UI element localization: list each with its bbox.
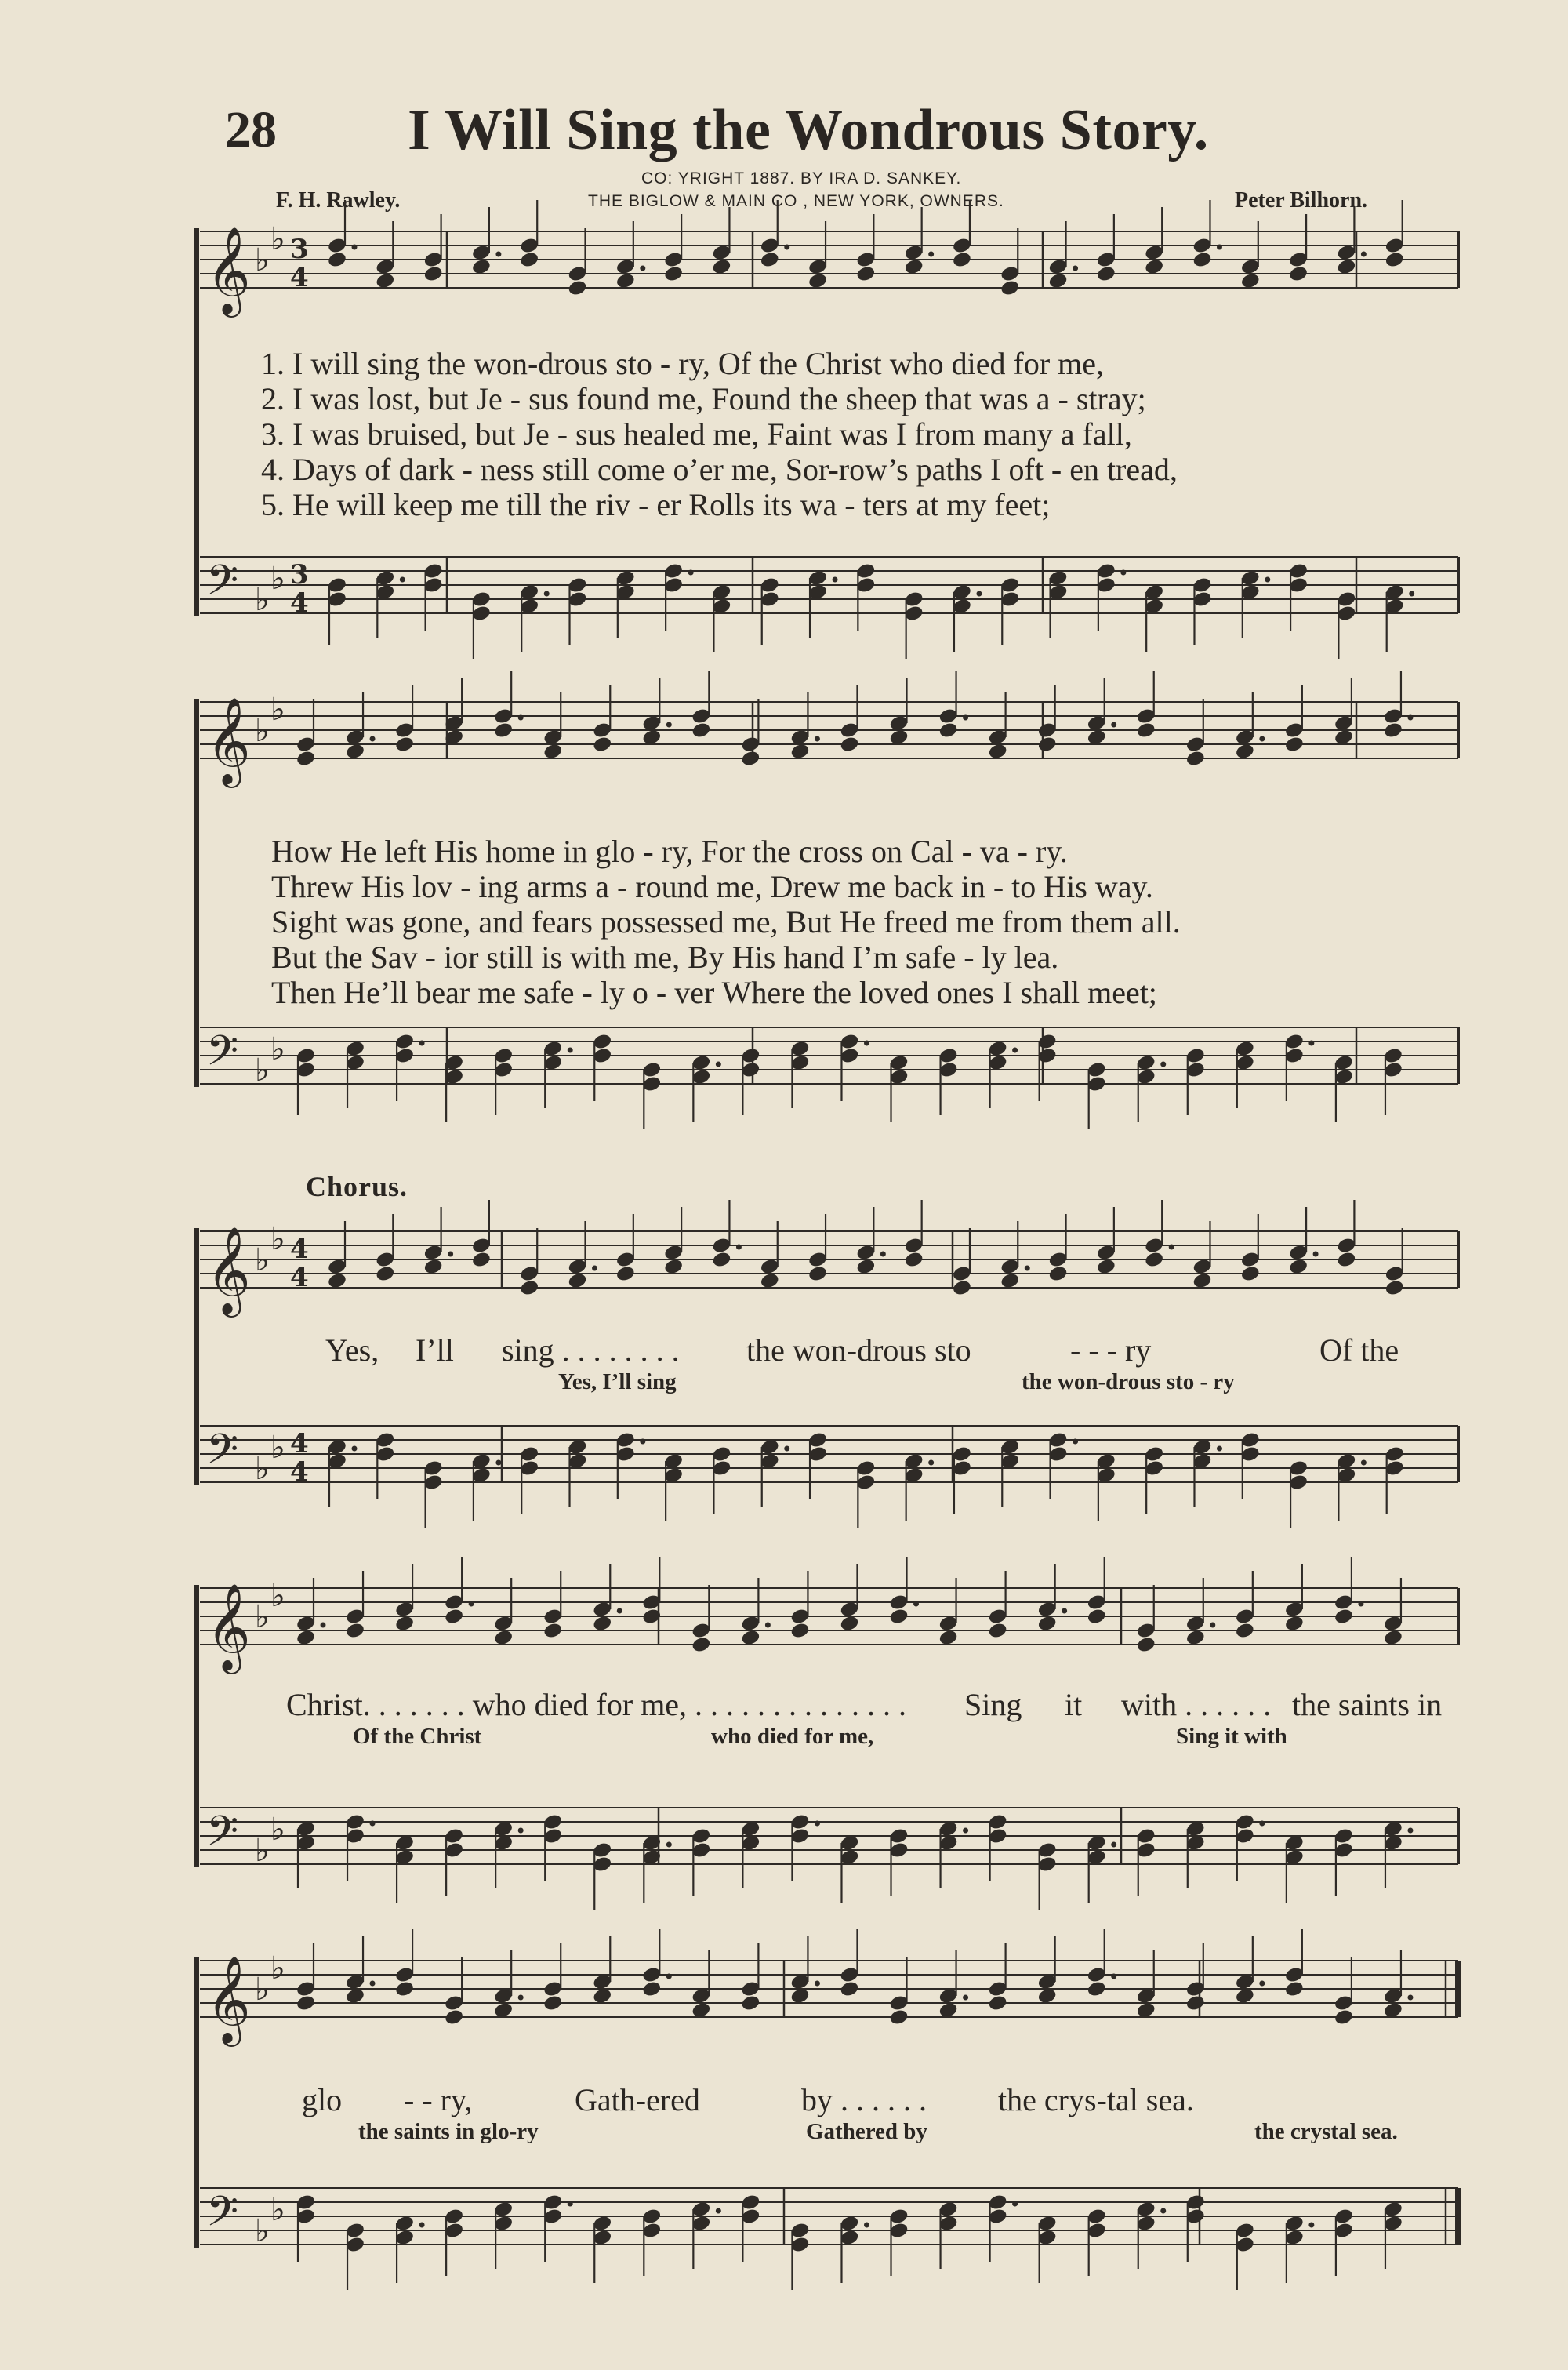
dot — [370, 1821, 376, 1827]
note-head — [423, 1258, 444, 1276]
note-head — [1284, 736, 1305, 754]
treble-clef-icon: 𝄞 — [206, 1955, 251, 2043]
note-head — [1136, 1636, 1156, 1654]
chorus-3-word-4: by . . . . . . — [801, 2082, 927, 2117]
final-bar-line — [1455, 1961, 1461, 2017]
note-head — [1185, 1629, 1206, 1647]
chorus-2-word-2: Sing — [964, 1687, 1022, 1722]
chorus-3-word-2: - - ry, — [404, 2082, 473, 2117]
dot — [1407, 715, 1413, 721]
note-head — [375, 1265, 395, 1283]
note-head — [1047, 272, 1068, 290]
note-head — [1336, 258, 1356, 276]
note-head — [1334, 729, 1354, 747]
note-head — [711, 258, 731, 276]
chorus-1-echo-2: the won-drous sto - ry — [1022, 1369, 1235, 1394]
note-head — [1334, 2008, 1354, 2026]
hymn-title: I Will Sing the Wondrous Story. — [408, 98, 1209, 162]
note-head — [493, 1629, 514, 1647]
dot — [568, 2201, 573, 2207]
note-head — [988, 743, 1008, 761]
time-signature-bottom: 4 — [290, 1456, 309, 1488]
dot — [518, 1995, 524, 2001]
dot — [1062, 1608, 1067, 1614]
time-signature-top: 3 — [290, 234, 309, 265]
chorus-2-word-3: it — [1065, 1687, 1083, 1722]
dot — [370, 1981, 376, 1987]
dot — [784, 245, 789, 250]
note-head — [988, 1622, 1008, 1640]
dot — [1210, 1623, 1215, 1628]
chorus-2-echo-3: Sing it with — [1176, 1724, 1287, 1749]
dot — [864, 1041, 869, 1046]
bass-clef-icon: 𝄢 — [206, 1808, 239, 1866]
note-head — [592, 1987, 612, 2005]
note-head — [1383, 1629, 1403, 1647]
dot — [1073, 1439, 1078, 1445]
note-head — [592, 736, 612, 754]
note-head — [615, 1265, 636, 1283]
dot — [640, 1439, 645, 1445]
time-signature-top: 3 — [290, 559, 309, 591]
note-head — [641, 1980, 662, 1998]
dot — [963, 715, 968, 721]
copyright-line-2: THE BIGLOW & MAIN CO , NEW YORK, OWNERS. — [588, 192, 1004, 210]
dot — [1259, 736, 1265, 742]
dot — [976, 591, 982, 597]
note-head — [1096, 1258, 1116, 1276]
treble-clef-icon: 𝄞 — [206, 226, 251, 314]
note-head — [888, 729, 909, 747]
note-head — [1385, 1279, 1405, 1297]
note-head — [938, 1629, 958, 1647]
note-head — [855, 265, 876, 283]
time-signature-top: 4 — [290, 1428, 309, 1459]
flat-sign-icon: ♭ — [270, 1430, 285, 1466]
dot — [1111, 722, 1116, 728]
note-head — [760, 251, 780, 269]
dot — [544, 591, 550, 597]
note-head — [839, 1980, 859, 1998]
verse-2-line-1: 2. I was lost, but Je - sus found me, Found the sheep that was a - stray; — [261, 381, 1146, 416]
note-head — [1284, 1980, 1305, 1998]
dot — [1407, 1995, 1413, 2001]
note-head — [691, 2001, 711, 2019]
dot — [716, 2208, 721, 2214]
note-head — [519, 251, 539, 269]
dot — [1025, 1266, 1030, 1271]
chorus-3-word-3: Gath-ered — [575, 2082, 700, 2117]
note-head — [375, 272, 395, 290]
note-head — [789, 1987, 810, 2005]
note-head — [1047, 1265, 1068, 1283]
note-head — [938, 722, 958, 740]
note-head — [808, 272, 828, 290]
dot — [928, 1460, 934, 1466]
flat-sign-icon: ♭ — [255, 582, 270, 618]
dot — [815, 1981, 820, 1987]
dot — [419, 1041, 425, 1046]
verse-5-line-2: Then He’ll bear me safe - ly o - ver Where the loved ones I shall meet; — [271, 975, 1157, 1010]
dot — [666, 1974, 672, 1979]
flat-sign-icon: ♭ — [255, 1052, 270, 1089]
chorus-3-word-1: glo — [302, 2082, 343, 2117]
note-head — [394, 736, 415, 754]
treble-clef-icon: 𝄞 — [206, 1226, 251, 1314]
dot — [1409, 591, 1414, 597]
flat-sign-icon: ♭ — [270, 1031, 285, 1067]
dot — [1259, 1981, 1265, 1987]
note-head — [1284, 1615, 1305, 1633]
treble-clef-icon: 𝄞 — [206, 696, 251, 784]
note-head — [543, 743, 563, 761]
dot — [716, 1062, 721, 1067]
note-head — [1037, 1987, 1058, 2005]
composer-name: Peter Bilhorn. — [1235, 188, 1368, 213]
dot — [688, 570, 694, 576]
chorus-2-echo-1: Of the Christ — [353, 1724, 482, 1749]
verse-4-line-1: 4. Days of dark - ness still come o’er me, Sor-row’s paths I oft - en tread, — [261, 452, 1178, 487]
note-head — [1240, 1265, 1261, 1283]
note-head — [711, 1251, 731, 1269]
note-head — [740, 1629, 760, 1647]
dot — [419, 2223, 425, 2228]
note-head — [888, 2008, 909, 2026]
dot — [1012, 1048, 1018, 1053]
time-signature-bottom: 4 — [290, 1262, 309, 1293]
note-head — [760, 1272, 780, 1290]
dot — [928, 252, 934, 257]
note-head — [839, 1615, 859, 1633]
hymn-number: 28 — [225, 101, 277, 158]
note-head — [740, 1994, 760, 2012]
note-head — [615, 272, 636, 290]
chorus-1-word-4: the won-drous sto — [746, 1332, 971, 1368]
note-head — [296, 1629, 316, 1647]
dot — [1217, 1446, 1222, 1452]
bass-clef-icon: 𝄢 — [206, 1027, 239, 1085]
chorus-1-word-5: - - - ry — [1070, 1332, 1152, 1368]
note-head — [394, 1615, 415, 1633]
flat-sign-icon: ♭ — [255, 242, 270, 278]
verse-5-line-1: 5. He will keep me till the riv - er Rolls its wa - ters at my feet; — [261, 487, 1051, 522]
note-head — [1185, 1994, 1206, 2012]
note-head — [444, 2008, 464, 2026]
note-head — [789, 1622, 810, 1640]
dot — [1111, 1974, 1116, 1979]
dot — [963, 1828, 968, 1834]
dot — [1308, 2223, 1314, 2228]
dot — [666, 1842, 672, 1848]
dot — [1259, 1821, 1265, 1827]
flat-sign-icon: ♭ — [270, 221, 285, 257]
dot — [495, 252, 501, 257]
note-head — [327, 1272, 347, 1290]
flat-sign-icon: ♭ — [270, 2192, 285, 2228]
dot — [815, 1821, 820, 1827]
dot — [1169, 1245, 1174, 1250]
flat-sign-icon: ♭ — [255, 1833, 270, 1869]
chorus-3-echo-2: Gathered by — [806, 2119, 927, 2144]
note-head — [493, 2001, 514, 2019]
note-head — [1240, 272, 1261, 290]
chorus-2-phrase-1: Christ. . . . . . . who died for me, . . . . . . . . . . . . . . — [286, 1687, 907, 1722]
note-head — [1383, 722, 1403, 740]
note-head — [839, 736, 859, 754]
chorus-1-word-6: Of the — [1319, 1332, 1399, 1368]
bass-clef-icon: 𝄢 — [206, 1426, 239, 1484]
note-head — [952, 251, 972, 269]
dot — [518, 715, 524, 721]
note-head — [888, 1608, 909, 1626]
dot — [469, 1601, 474, 1607]
system-bracket — [194, 1957, 199, 2248]
dot — [1111, 1842, 1116, 1848]
dot — [448, 1252, 453, 1257]
note-head — [345, 1622, 365, 1640]
note-head — [1385, 251, 1405, 269]
note-head — [1144, 258, 1164, 276]
dot — [352, 1446, 358, 1452]
note-head — [1087, 1608, 1107, 1626]
note-head — [394, 1980, 415, 1998]
verse-3-line-1: 3. I was bruised, but Je - sus healed me, Faint was I from many a fall, — [261, 416, 1132, 452]
note-head — [296, 1994, 316, 2012]
dot — [400, 577, 405, 583]
flat-sign-icon: ♭ — [270, 692, 285, 728]
note-head — [327, 251, 347, 269]
note-head — [1235, 1987, 1255, 2005]
note-head — [1087, 1980, 1107, 1998]
flat-sign-icon: ♭ — [255, 1599, 270, 1635]
note-head — [1136, 2001, 1156, 2019]
chorus-3-echo-1: the saints in glo-ry — [358, 2119, 539, 2144]
note-head — [1037, 1615, 1058, 1633]
note-head — [740, 750, 760, 768]
note-head — [1037, 736, 1058, 754]
dot — [495, 1460, 501, 1466]
dot — [1358, 1601, 1363, 1607]
note-head — [543, 1622, 563, 1640]
flat-sign-icon: ♭ — [270, 1812, 285, 1848]
chorus-1-word-3: sing . . . . . . . . — [502, 1332, 680, 1368]
note-head — [663, 1258, 684, 1276]
flat-sign-icon: ♭ — [255, 1242, 270, 1278]
dot — [765, 1623, 771, 1628]
note-head — [296, 750, 316, 768]
time-signature-bottom: 4 — [290, 587, 309, 619]
dot — [1217, 245, 1222, 250]
note-head — [1288, 265, 1308, 283]
flat-sign-icon: ♭ — [270, 1578, 285, 1614]
note-head — [1235, 743, 1255, 761]
dot — [352, 245, 358, 250]
note-head — [493, 722, 514, 740]
final-bar-line — [1455, 2188, 1461, 2245]
verse-2-line-2: Threw His lov - ing arms a - round me, Drew me back in - to His way. — [271, 869, 1153, 904]
system-bracket — [194, 699, 199, 1087]
note-head — [567, 1272, 587, 1290]
note-head — [1136, 722, 1156, 740]
flat-sign-icon: ♭ — [270, 1950, 285, 1987]
system-bracket — [194, 1585, 199, 1867]
chorus-2-word-5: the saints in — [1292, 1687, 1443, 1722]
note-head — [691, 1636, 711, 1654]
dot — [640, 266, 645, 271]
system-bracket — [194, 228, 199, 616]
dot — [1407, 1828, 1413, 1834]
dot — [1120, 570, 1126, 576]
note-head — [1192, 251, 1212, 269]
dot — [370, 736, 376, 742]
chorus-1-echo-1: Yes, I’ll sing — [558, 1369, 677, 1394]
note-head — [444, 1608, 464, 1626]
note-head — [592, 1615, 612, 1633]
flat-sign-icon: ♭ — [270, 561, 285, 597]
note-head — [471, 1251, 492, 1269]
note-head — [471, 258, 492, 276]
dot — [321, 1623, 326, 1628]
note-head — [691, 722, 711, 740]
lyricist-name: F. H. Rawley. — [276, 188, 401, 213]
verse-3-line-2: Sight was gone, and fears possessed me, But He freed me from them all. — [271, 904, 1181, 940]
dot — [1361, 252, 1367, 257]
dot — [1308, 1041, 1314, 1046]
note-head — [641, 729, 662, 747]
verse-1-line-2: How He left His home in glo - ry, For the cross on Cal - va - ry. — [271, 834, 1068, 869]
note-head — [808, 1265, 828, 1283]
note-head — [988, 1994, 1008, 2012]
note-head — [952, 1279, 972, 1297]
dot — [833, 577, 838, 583]
flat-sign-icon: ♭ — [255, 2213, 270, 2249]
note-head — [1144, 1251, 1164, 1269]
note-head — [567, 279, 587, 297]
dot — [784, 1446, 789, 1452]
note-head — [663, 265, 684, 283]
copyright-line-1: CO: YRIGHT 1887. BY IRA D. SANKEY. — [641, 169, 962, 187]
note-head — [1185, 750, 1206, 768]
note-head — [938, 2001, 958, 2019]
note-head — [345, 1987, 365, 2005]
dot — [963, 1995, 968, 2001]
time-signature-bottom: 4 — [290, 262, 309, 293]
dot — [913, 1601, 919, 1607]
flat-sign-icon: ♭ — [255, 713, 270, 749]
flat-sign-icon: ♭ — [255, 1451, 270, 1487]
note-head — [519, 1279, 539, 1297]
chorus-2-word-4: with . . . . . . — [1121, 1687, 1272, 1722]
dot — [815, 736, 820, 742]
note-head — [1235, 1622, 1255, 1640]
note-head — [1000, 279, 1020, 297]
note-head — [855, 1258, 876, 1276]
time-signature-top: 4 — [290, 1234, 309, 1265]
note-head — [1334, 1608, 1354, 1626]
dot — [1160, 2208, 1166, 2214]
dot — [864, 2223, 869, 2228]
bass-clef-icon: 𝄢 — [206, 2188, 239, 2246]
dot — [1313, 1252, 1319, 1257]
dot — [1160, 1062, 1166, 1067]
chorus-1-word-2: I’ll — [416, 1332, 454, 1368]
note-head — [1336, 1251, 1356, 1269]
flat-sign-icon: ♭ — [255, 1972, 270, 2008]
treble-clef-icon: 𝄞 — [206, 1583, 251, 1670]
chorus-1-word-1: Yes, — [325, 1332, 379, 1368]
dot — [568, 1048, 573, 1053]
dot — [736, 1245, 742, 1250]
dot — [518, 1828, 524, 1834]
dot — [880, 1252, 886, 1257]
dot — [617, 1608, 622, 1614]
note-head — [1383, 2001, 1403, 2019]
bass-clef-icon: 𝄢 — [206, 557, 239, 615]
note-head — [904, 258, 924, 276]
verse-4-line-2: But the Sav - ior still is with me, By His hand I’m safe - ly lea. — [271, 940, 1059, 975]
note-head — [1087, 729, 1107, 747]
note-head — [345, 743, 365, 761]
note-head — [904, 1251, 924, 1269]
chorus-3-echo-3: the crystal sea. — [1254, 2119, 1398, 2144]
note-head — [1192, 1272, 1212, 1290]
system-bracket — [194, 1228, 199, 1485]
note-head — [543, 1994, 563, 2012]
flat-sign-icon: ♭ — [270, 1221, 285, 1257]
dot — [1012, 2201, 1018, 2207]
dot — [592, 1266, 597, 1271]
dot — [1265, 577, 1270, 583]
verse-1-line-1: 1. I will sing the won-drous sto - ry, Of the Christ who died for me, — [261, 346, 1105, 381]
note-head — [1000, 1272, 1020, 1290]
note-head — [789, 743, 810, 761]
dot — [1361, 1460, 1367, 1466]
chorus-3-word-5: the crys-tal sea. — [998, 2082, 1194, 2117]
note-head — [1288, 1258, 1308, 1276]
chorus-2-echo-2: who died for me, — [711, 1724, 874, 1749]
dot — [1073, 266, 1078, 271]
chorus-label: Chorus. — [306, 1171, 408, 1202]
note-head — [1096, 265, 1116, 283]
note-head — [423, 265, 444, 283]
dot — [666, 722, 672, 728]
